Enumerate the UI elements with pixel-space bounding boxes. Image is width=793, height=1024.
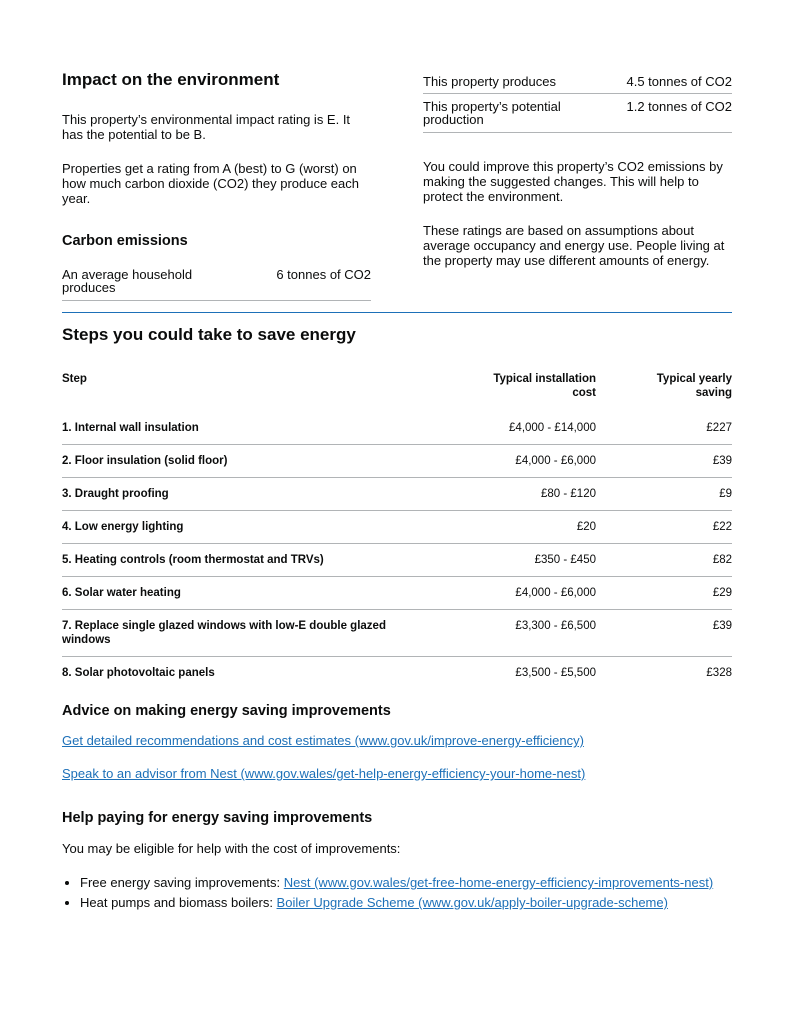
boiler-upgrade-scheme-link[interactable]: Boiler Upgrade Scheme (www.gov.uk/apply-boiler-upgrade-scheme) — [276, 895, 668, 910]
step-saving: £39 — [596, 610, 732, 657]
environment-section — [62, 68, 732, 300]
step-name: 3. Draught proofing — [62, 478, 412, 511]
nest-advisor-link[interactable]: Speak to an advisor from Nest (www.gov.wales/get-help-energy-efficiency-your-home-nest) — [62, 766, 586, 781]
help-item-prefix: Heat pumps and biomass boilers: — [80, 895, 277, 910]
table-row — [62, 577, 732, 610]
step-saving: £82 — [596, 544, 732, 577]
carbon-emissions-title: Carbon emissions — [62, 233, 188, 249]
environment-right-column — [423, 68, 732, 268]
household-emissions-label: An average household produces — [62, 267, 193, 295]
step-cost: £4,000 - £6,000 — [412, 577, 596, 610]
step-saving: £9 — [596, 478, 732, 511]
step-name: 8. Solar photovoltaic panels — [62, 667, 215, 679]
help-section — [62, 810, 732, 913]
step-name: 4. Low energy lighting — [62, 511, 412, 544]
table-row — [62, 657, 732, 690]
step-cost: £20 — [412, 511, 596, 544]
potential-production-label: This property’s potential production — [423, 99, 561, 127]
potential-production-row — [423, 100, 732, 133]
table-row — [62, 412, 732, 445]
rating-explanation-text: Properties get a rating from A (best) to G (worst) on how much carbon dioxide (CO2) they produce each year. — [62, 161, 359, 206]
steps-title: Steps you could take to save energy — [62, 325, 356, 344]
help-intro-text: You may be eligible for help with the cost of improvements: — [62, 841, 401, 856]
nest-free-improvements-link[interactable]: Nest (www.gov.wales/get-free-home-energy-efficiency-improvements-nest) — [283, 875, 714, 890]
environment-left-column — [62, 68, 371, 301]
header-step: Step — [62, 373, 87, 385]
table-row — [62, 544, 732, 577]
step-name: 5. Heating controls (room thermostat and TRVs) — [62, 544, 412, 577]
advice-title: Advice on making energy saving improvements — [62, 703, 391, 719]
step-name: 2. Floor insulation (solid floor) — [62, 445, 412, 478]
step-cost: £80 - £120 — [412, 478, 596, 511]
step-name: 1. Internal wall insulation — [62, 412, 412, 445]
advice-section — [62, 703, 732, 781]
step-cost: £3,500 - £5,500 — [515, 667, 596, 679]
table-row — [62, 610, 732, 657]
list-item — [80, 873, 732, 893]
header-yearly-saving: Typical yearly saving — [656, 373, 732, 399]
property-produces-label: This property produces — [423, 74, 556, 89]
steps-table-header — [62, 372, 732, 412]
property-produces-row — [423, 75, 732, 94]
household-emissions-value: 6 tonnes of CO2 — [276, 267, 371, 282]
step-name: 7. Replace single glazed windows with low-E double glazed windows — [62, 610, 412, 657]
household-emissions-row — [62, 268, 371, 301]
potential-production-value: 1.2 tonnes of CO2 — [626, 99, 732, 114]
help-title: Help paying for energy saving improvements — [62, 810, 373, 826]
table-row — [62, 511, 732, 544]
step-saving: £328 — [706, 667, 732, 679]
improve-emissions-text: You could improve this property’s CO2 emissions by making the suggested changes. This will help to protect the environment. — [423, 159, 723, 204]
step-cost: £3,300 - £6,500 — [412, 610, 596, 657]
step-cost: £350 - £450 — [412, 544, 596, 577]
table-row — [62, 445, 732, 478]
recommendations-link[interactable]: Get detailed recommendations and cost estimates (www.gov.uk/improve-energy-efficiency) — [62, 733, 584, 748]
help-list — [62, 873, 732, 913]
header-installation-cost: Typical installation cost — [493, 373, 596, 399]
impact-rating-text: This property’s environmental impact rating is E. It has the potential to be B. — [62, 112, 351, 142]
help-item-prefix: Free energy saving improvements: — [80, 875, 284, 890]
environment-title: Impact on the environment — [62, 70, 280, 89]
ratings-assumptions-text: These ratings are based on assumptions about average occupancy and energy use. People living at the property may use different amounts of energy. — [423, 223, 725, 268]
steps-table — [62, 372, 732, 689]
list-item — [80, 893, 732, 913]
step-saving: £227 — [596, 412, 732, 445]
step-saving: £29 — [596, 577, 732, 610]
property-produces-value: 4.5 tonnes of CO2 — [626, 74, 732, 89]
step-name: 6. Solar water heating — [62, 577, 412, 610]
step-saving: £22 — [596, 511, 732, 544]
step-cost: £4,000 - £14,000 — [412, 412, 596, 445]
section-divider — [62, 312, 732, 313]
step-cost: £4,000 - £6,000 — [412, 445, 596, 478]
step-saving: £39 — [596, 445, 732, 478]
table-row — [62, 478, 732, 511]
